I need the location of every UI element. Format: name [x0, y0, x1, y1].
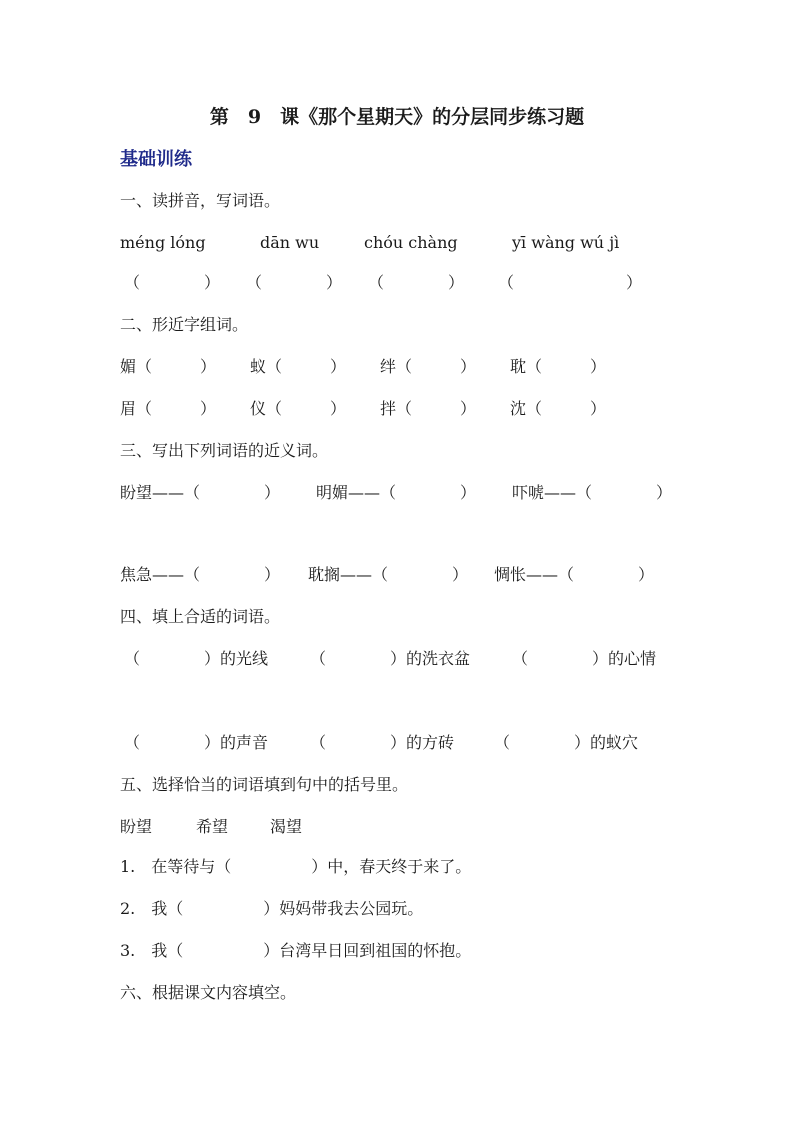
- q2-item: 媚（ ）: [120, 357, 217, 376]
- q5-heading: 五、选择恰当的词语填到句中的括号里。: [120, 775, 409, 794]
- q1-blank-1: （ ）: [124, 273, 221, 292]
- q3-item: 盼望——（ ）: [120, 483, 281, 502]
- q1-blank-4: （ ）: [498, 273, 643, 292]
- q1-pinyin-1: méng lóng: [120, 233, 206, 252]
- q5-option: 盼望: [120, 817, 153, 836]
- q3-item: 耽搁——（ ）: [308, 565, 469, 584]
- section-basic-training: 基础训练: [120, 149, 192, 170]
- q4-item: （ ）的蚁穴: [494, 733, 639, 752]
- page-title: 第 9 课《那个星期天》的分层同步练习题: [209, 106, 585, 128]
- q3-item: 焦急——（ ）: [120, 565, 281, 584]
- q1-pinyin-4: yī wàng wú jì: [512, 233, 620, 252]
- q3-item: 明媚——（ ）: [316, 483, 477, 502]
- q1-blank-3: （ ）: [368, 273, 465, 292]
- q1-pinyin-3: chóu chàng: [364, 233, 458, 252]
- q6-heading: 六、根据课文内容填空。: [120, 983, 297, 1002]
- q3-heading: 三、写出下列词语的近义词。: [120, 441, 329, 460]
- q2-item: 绊（ ）: [380, 357, 477, 376]
- q5-item-2: 2. 我（ ）妈妈带我去公园玩。: [120, 899, 424, 918]
- q2-item: 仪（ ）: [250, 399, 347, 418]
- q5-item-3: 3. 我（ ）台湾早日回到祖国的怀抱。: [120, 941, 472, 960]
- q4-item: （ ）的心情: [512, 649, 657, 668]
- q4-item: （ ）的光线: [124, 649, 269, 668]
- q1-blank-2: （ ）: [246, 273, 343, 292]
- q2-heading: 二、形近字组词。: [120, 315, 249, 334]
- q4-heading: 四、填上合适的词语。: [120, 607, 281, 626]
- q3-item: 惆怅——（ ）: [494, 565, 655, 584]
- q4-item: （ ）的声音: [124, 733, 269, 752]
- q2-item: 眉（ ）: [120, 399, 217, 418]
- q1-heading: 一、读拼音，写词语。: [120, 191, 281, 210]
- q2-item: 沈（ ）: [510, 399, 607, 418]
- q5-option: 渴望: [270, 817, 303, 836]
- q5-option: 希望: [196, 817, 229, 836]
- q4-item: （ ）的方砖: [310, 733, 455, 752]
- q3-item: 吓唬——（ ）: [512, 483, 673, 502]
- q2-item: 蚁（ ）: [250, 357, 347, 376]
- q4-item: （ ）的洗衣盆: [310, 649, 471, 668]
- q2-item: 耽（ ）: [510, 357, 607, 376]
- q2-item: 拌（ ）: [380, 399, 477, 418]
- q1-pinyin-2: dān wu: [260, 233, 320, 252]
- q5-item-1: 1. 在等待与（ ）中，春天终于来了。: [120, 857, 472, 876]
